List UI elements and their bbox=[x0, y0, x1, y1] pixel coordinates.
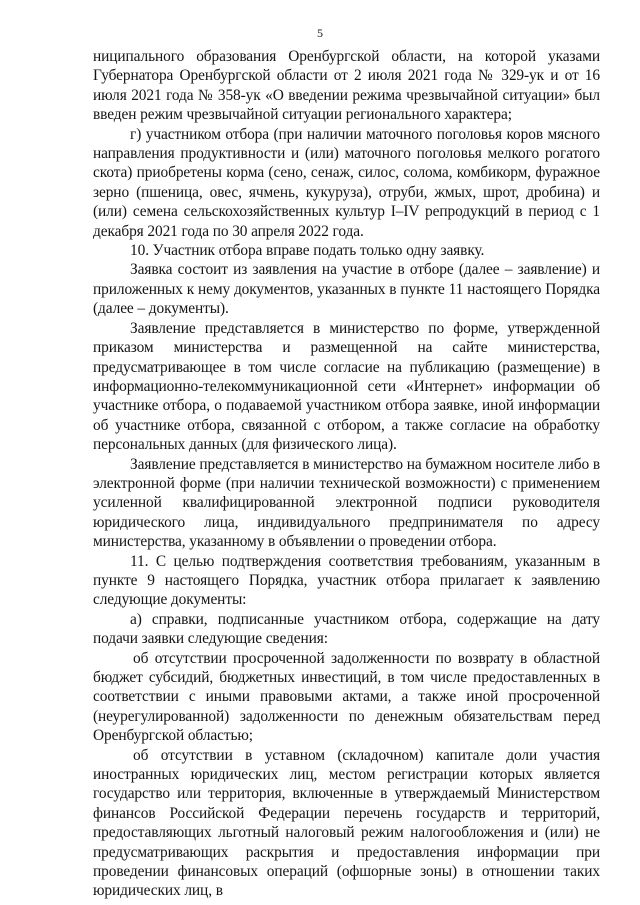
paragraph-subitem-a: а) справки, подписанные участником отбора, содержащие на дату подачи заявки следующие сведения: bbox=[93, 610, 600, 648]
paragraph-application-form: Заявление представляется в министерство по форме, утвержденной приказом министерства и размещенной на сайте министерства, предусматривающее в том числе согласие на публикацию (размещение) в информационно-телекоммуникационной сети «Интернет» информации об участнике отбора, о подаваемой участником отбора заявке, иной информации об участнике отбора, связанной с отбором, а также согласие на обработку персональных данных (для физического лица). bbox=[93, 319, 600, 454]
paragraph-item-11: 11. С целью подтверждения соответствия требованиям, указанным в пункте 9 настоящего Порядка, участник отбора прилагает к заявлению следующие документы: bbox=[93, 552, 600, 609]
paragraph-no-overdue-debt: об отсутствии просроченной задолженности по возврату в областной бюджет субсидий, бюджетных инвестиций, в том числе предоставленных в соответствии с иными правовыми актами, а также иной просроченной (неурегулированной) задолженности по денежным обязательствам перед Оренбургской областью; bbox=[93, 649, 600, 745]
paragraph-application-composition: Заявка состоит из заявления на участие в отборе (далее – заявление) и приложенных к нему документов, указанных в пункте 11 настоящего Порядка (далее – документы). bbox=[93, 261, 600, 318]
paragraph-no-offshore-share: об отсутствии в уставном (складочном) капитале доли участия иностранных юридических лиц, местом регистрации которых является государство или территория, включенные в утверждаемый Министерством финансов Российской Федерации перечень государств и территорий, предоставляющих льготный налоговый режим налогообложения и (или) не предусматривающих раскрытия и предоставления информации при проведении финансовых операций (офшорные зоны) в отношении таких юридических лиц, в bbox=[93, 746, 600, 900]
paragraph-subitem-g: г) участником отбора (при наличии маточного поголовья коров мясного направления продуктивности и (или) маточного поголовья мелкого рогатого скота) приобретены корма (сено, сенаж, силос, солома, комбикорм, фуражное зерно (пшеница, овес, ячмень, кукуруза), отруби, жмых, шрот, дробина) и (или) семена сельскохозяйственных культур I–IV репродукций в период с 1 декабря 2021 года по 30 апреля 2022 года. bbox=[93, 125, 600, 240]
paragraph-item-10: 10. Участник отбора вправе подать только одну заявку. bbox=[130, 242, 485, 260]
paragraph-continuation: ниципального образования Оренбургской области, на которой указами Губернатора Оренбургской области от 2 июля 2021 года № 329-ук и от 16 июля 2021 года № 358-ук «О введении режима чрезвычайной ситуации» был введен режим чрезвычайной ситуации регионального характера; bbox=[93, 48, 600, 124]
document-body bbox=[93, 47, 600, 901]
page-number: 5 bbox=[317, 26, 323, 40]
paragraph-application-submission: Заявление представляется в министерство на бумажном носителе либо в электронной форме (при наличии технической возможности) с применением усиленной квалифицированной электронной подписи руководителя юридического лица, индивидуального предпринимателя по адресу министерства, указанному в объявлении о проведении отбора. bbox=[93, 455, 600, 551]
